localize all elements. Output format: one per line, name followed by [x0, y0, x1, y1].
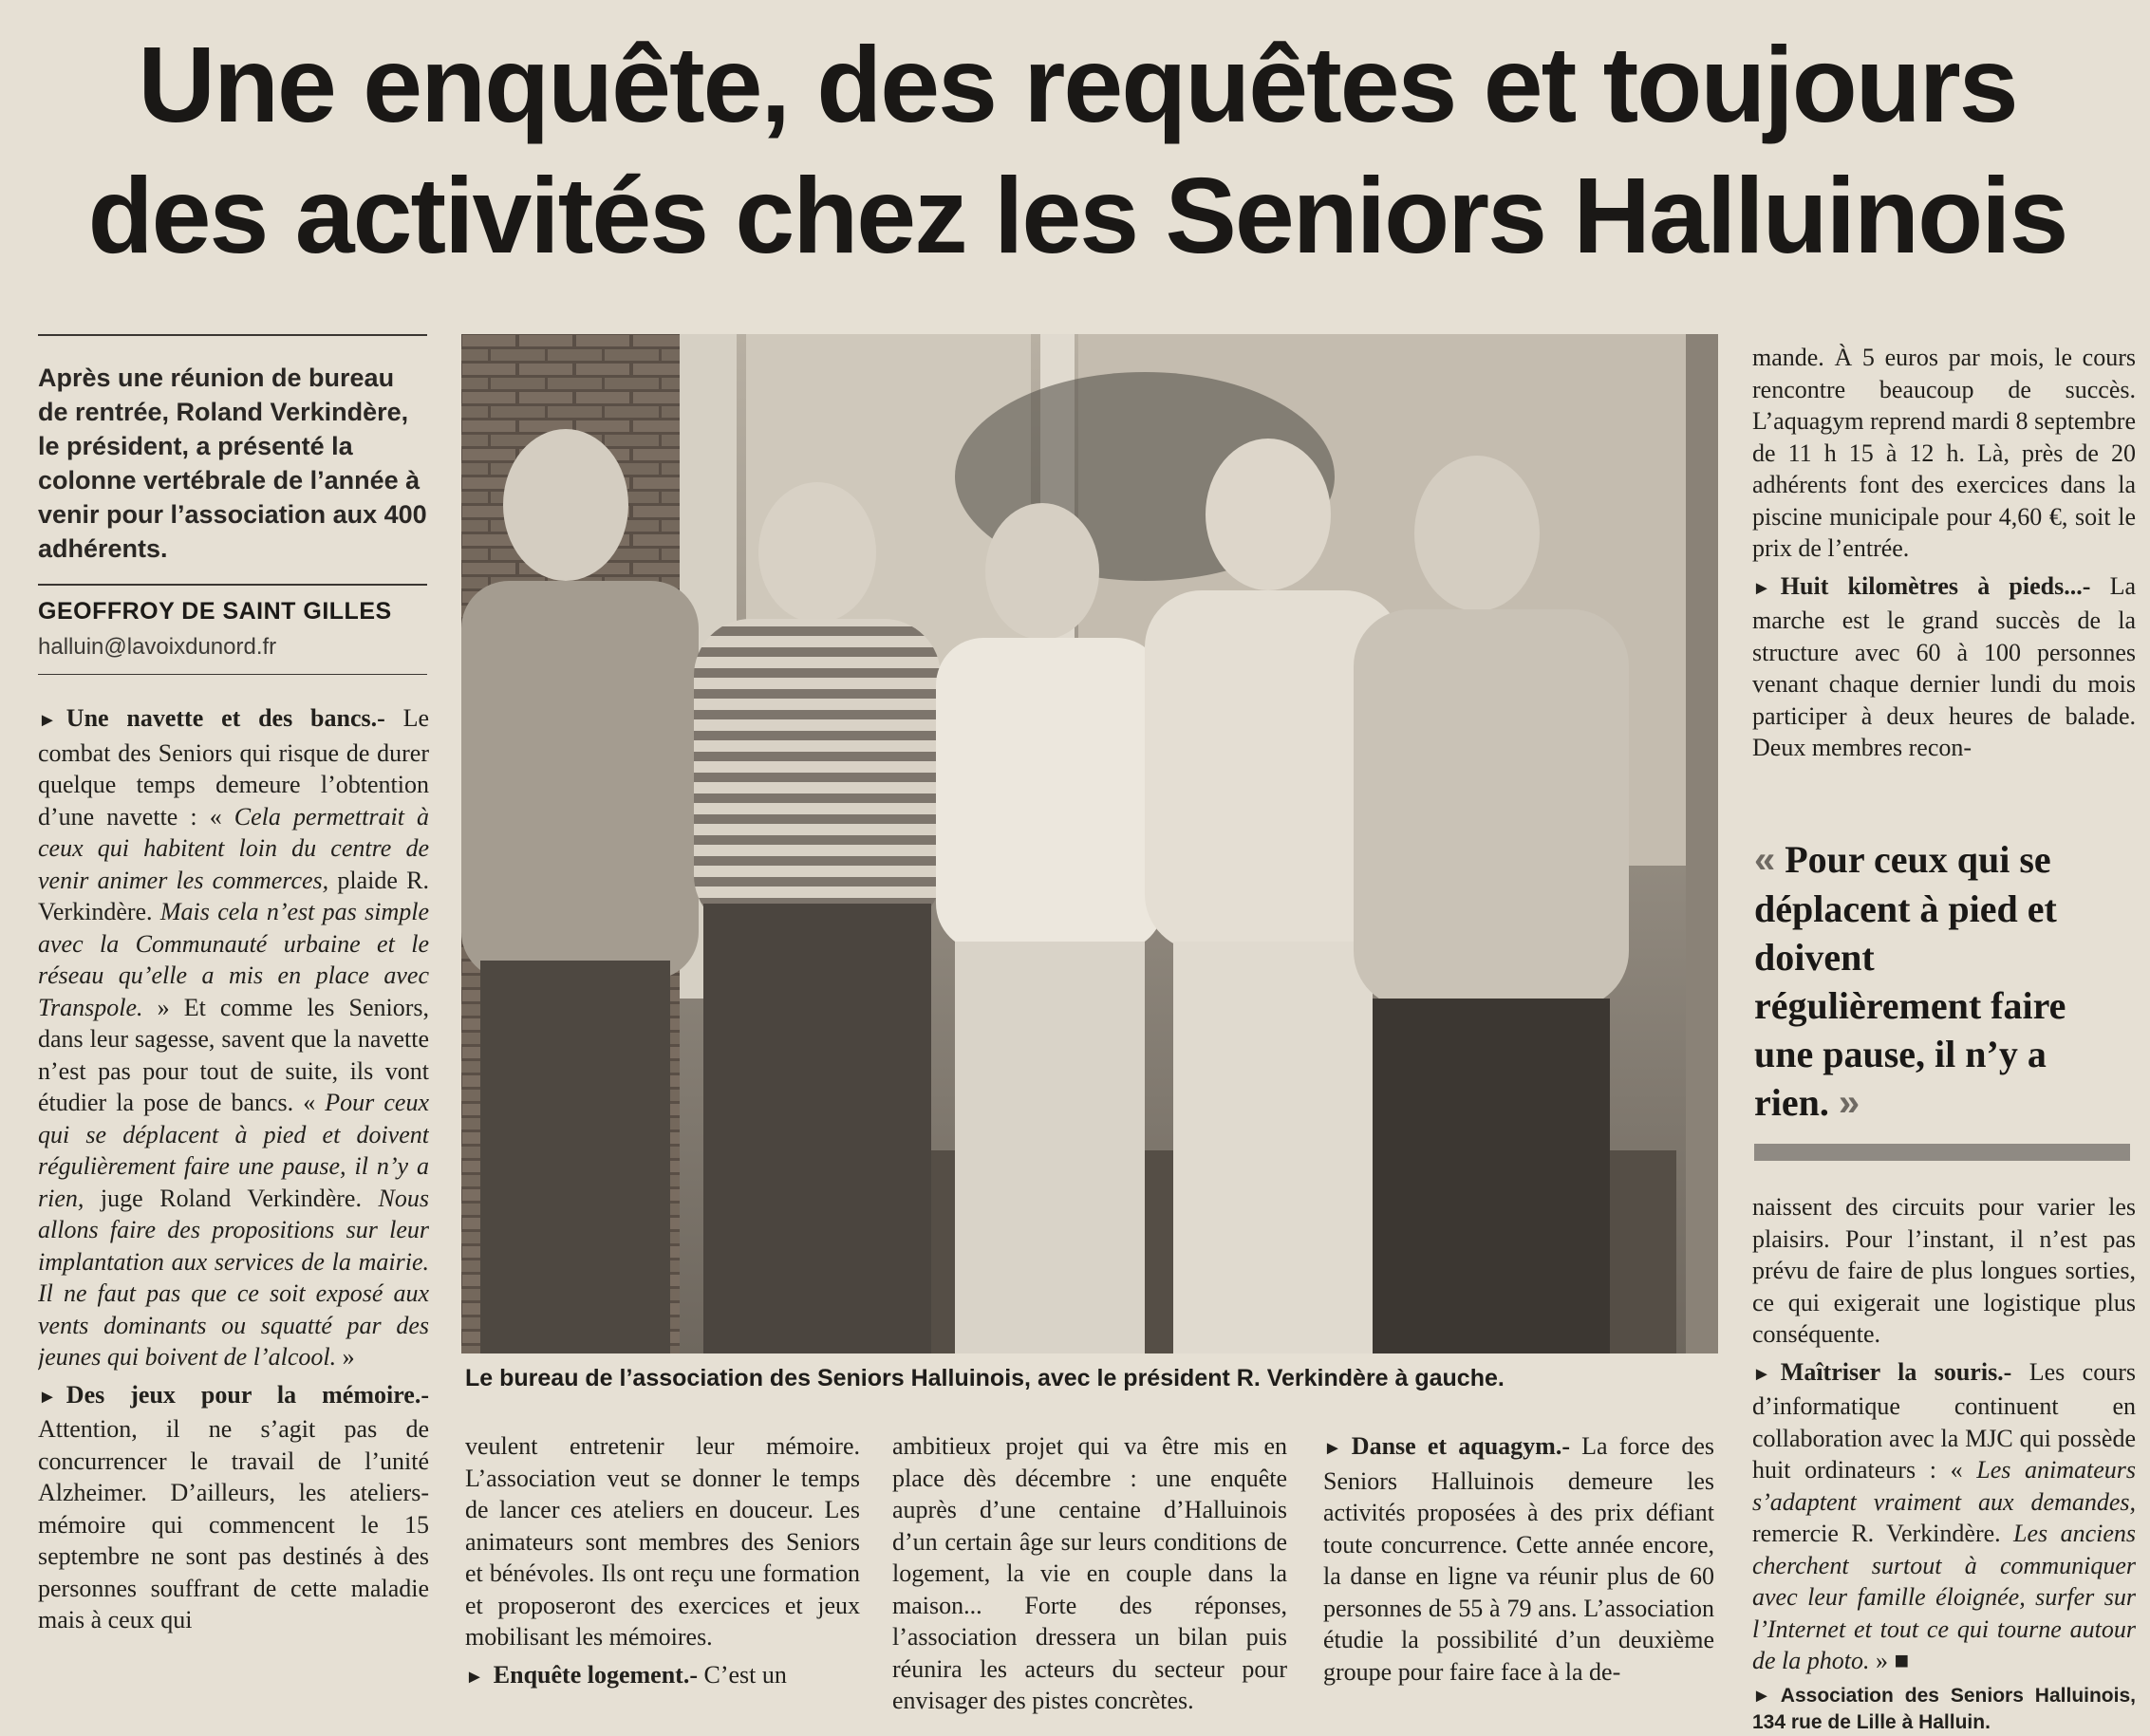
column-3	[892, 1430, 1287, 1723]
pull-quote-text: Pour ceux qui se déplacent à pied et doivent régulièrement faire une pause, il n’y a rien.	[1754, 838, 2066, 1124]
headline	[28, 19, 2126, 281]
triangle-bullet-icon: ►	[1752, 1685, 1771, 1707]
column-2	[465, 1430, 860, 1699]
byline-email[interactable]: halluin@lavoixdunord.fr	[38, 634, 277, 660]
top-rule	[38, 334, 427, 336]
headline-line-2: des activités chez les Seniors Halluinois	[87, 156, 2067, 275]
section-informatique: ► Maîtriser la souris.- Les cours d’informatique continuent en collaboration avec la MJC qui possède huit ordinateurs : « Les animateurs s’adaptent vraiment aux demandes, remercie R. Verkindère. Les anciens cherchent surtout à communiquer avec leur famille éloignée, surfer sur l’Internet et tout ce qui tourne autour de la photo. » ■	[1752, 1357, 2136, 1674]
photo-caption: Le bureau de l’association des Seniors Halluinois, avec le président R. Verkindère à gauche.	[465, 1365, 1505, 1391]
section-memoire-cont: veulent entretenir leur mémoire. L’association veut se donner le temps de lancer ces ateliers en douceur. Les animateurs sont membres des Seniors et bénévoles. Ils ont reçu une formation et proposeront des exercices et jeux mobilisant les mémoires.	[465, 1432, 860, 1651]
group-photo	[461, 334, 1718, 1353]
column-5-top	[1752, 342, 2136, 770]
triangle-bullet-icon: ►	[465, 1666, 484, 1688]
section-logement-cont: ambitieux projet qui va être mis en place dès décembre : une enquête auprès d’une centaine d’Halluinois d’un certain âge sur leurs conditions de logement, la vie en couple dans la maison... Forte des réponses, l’association dressera un bilan puis réunira les acteurs du secteur pour envisager des pistes concrètes.	[892, 1432, 1287, 1714]
triangle-bullet-icon: ►	[38, 1386, 57, 1408]
byline-author: GEOFFROY DE SAINT GILLES	[38, 598, 392, 625]
open-quote-icon: «	[1754, 839, 1776, 881]
byline-rule	[38, 584, 427, 586]
section-title: Une navette et des bancs.-	[65, 704, 385, 732]
triangle-bullet-icon: ►	[1752, 577, 1771, 599]
triangle-bullet-icon: ►	[1323, 1438, 1342, 1459]
column-4	[1323, 1430, 1714, 1693]
section-title: Des jeux pour la mémoire.-	[65, 1380, 429, 1409]
section-navette: ► Une navette et des bancs.- Le combat des Seniors qui risque de durer quelque temps demeure l’obtention d’une navette : « Cela permettrait à ceux qui habitent loin du centre de venir animer les commerces, plaide R. Verkindère. Mais cela n’est pas simple avec la Communauté urbaine et le réseau qu’elle a mis en place avec Transpole. » Et comme les Seniors, dans leur sagesse, savent que la navette n’est pas pour tout de suite, ils vont étudier la pose de bancs. « Pour ceux qui se déplacent à pied et doivent régulièrement faire une pause, il n’y a rien, juge Roland Verkindère. Nous allons faire des propositions sur leur implantation aux services de la mairie. Il ne faut pas que ce soit exposé aux vents dominants ou squatté par des jeunes qui boivent de l’alcool. »	[38, 704, 429, 1371]
section-memoire: ► Des jeux pour la mémoire.- Attention, il ne s’agit pas de concurrencer le travail de l’unité Alzheimer. D’ailleurs, les ateliers-mémoire qui commencent le 15 septembre ne sont pas destinés à des personnes souffrant de cette maladie mais à ceux qui	[38, 1380, 429, 1633]
section-title: Huit kilomètres à pieds...-	[1780, 571, 2091, 600]
section-marche-cont: naissent des circuits pour varier les plaisirs. Pour l’instant, il n’est pas prévu de faire de plus longues sorties, ce qui exigerait une logistique plus conséquente.	[1752, 1193, 2136, 1348]
section-aquagym-cont: mande. À 5 euros par mois, le cours rencontre beaucoup de succès. L’aquagym reprend mardi 8 septembre de 11 h 15 à 12 h. Là, près de 20 adhérents font des exercices dans la piscine municipale pour 4,60 €, soit le prix de l’entrée.	[1752, 344, 2136, 562]
quote-divider-bar	[1754, 1144, 2130, 1161]
column-5-bottom	[1752, 1191, 2136, 1732]
association-address: ► Association des Seniors Halluinois, 134 rue de Lille à Halluin.	[1752, 1684, 2136, 1732]
section-marche: ► Huit kilomètres à pieds...- La marche est le grand succès de la structure avec 60 à 100 personnes venant chaque dernier lundi du mois participer à deux heures de balade. Deux membres recon-	[1752, 571, 2136, 761]
headline-line-1: Une enquête, des requêtes et toujours	[138, 25, 2017, 144]
chapo: Après une réunion de bureau de rentrée, Roland Verkindère, le président, a présenté la colonne vertébrale de l’année à venir pour l’association aux 400 adhérents.	[38, 364, 427, 563]
section-danse: ► Danse et aquagym.- La force des Seniors Halluinois demeure les activités proposées à des prix défiant toute concurrence. Cette année encore, la danse en ligne va réunir plus de 60 personnes de 55 à 79 ans. L’association étudie la possibilité d’un deuxième groupe pour faire face à la de-	[1323, 1432, 1714, 1686]
triangle-bullet-icon: ►	[38, 710, 57, 731]
column-1	[38, 702, 429, 1732]
section-title: Danse et aquagym.-	[1351, 1432, 1570, 1460]
section-logement: ► Enquête logement.- C’est un	[465, 1660, 787, 1689]
triangle-bullet-icon: ►	[1752, 1363, 1771, 1385]
close-quote-icon: »	[1838, 1082, 1860, 1124]
section-title: Enquête logement.-	[493, 1660, 698, 1689]
group-photo-illustration	[461, 334, 1718, 1353]
section-title: Maîtriser la souris.-	[1780, 1357, 2012, 1386]
email-rule	[38, 674, 427, 675]
pull-quote	[1754, 835, 2105, 1128]
